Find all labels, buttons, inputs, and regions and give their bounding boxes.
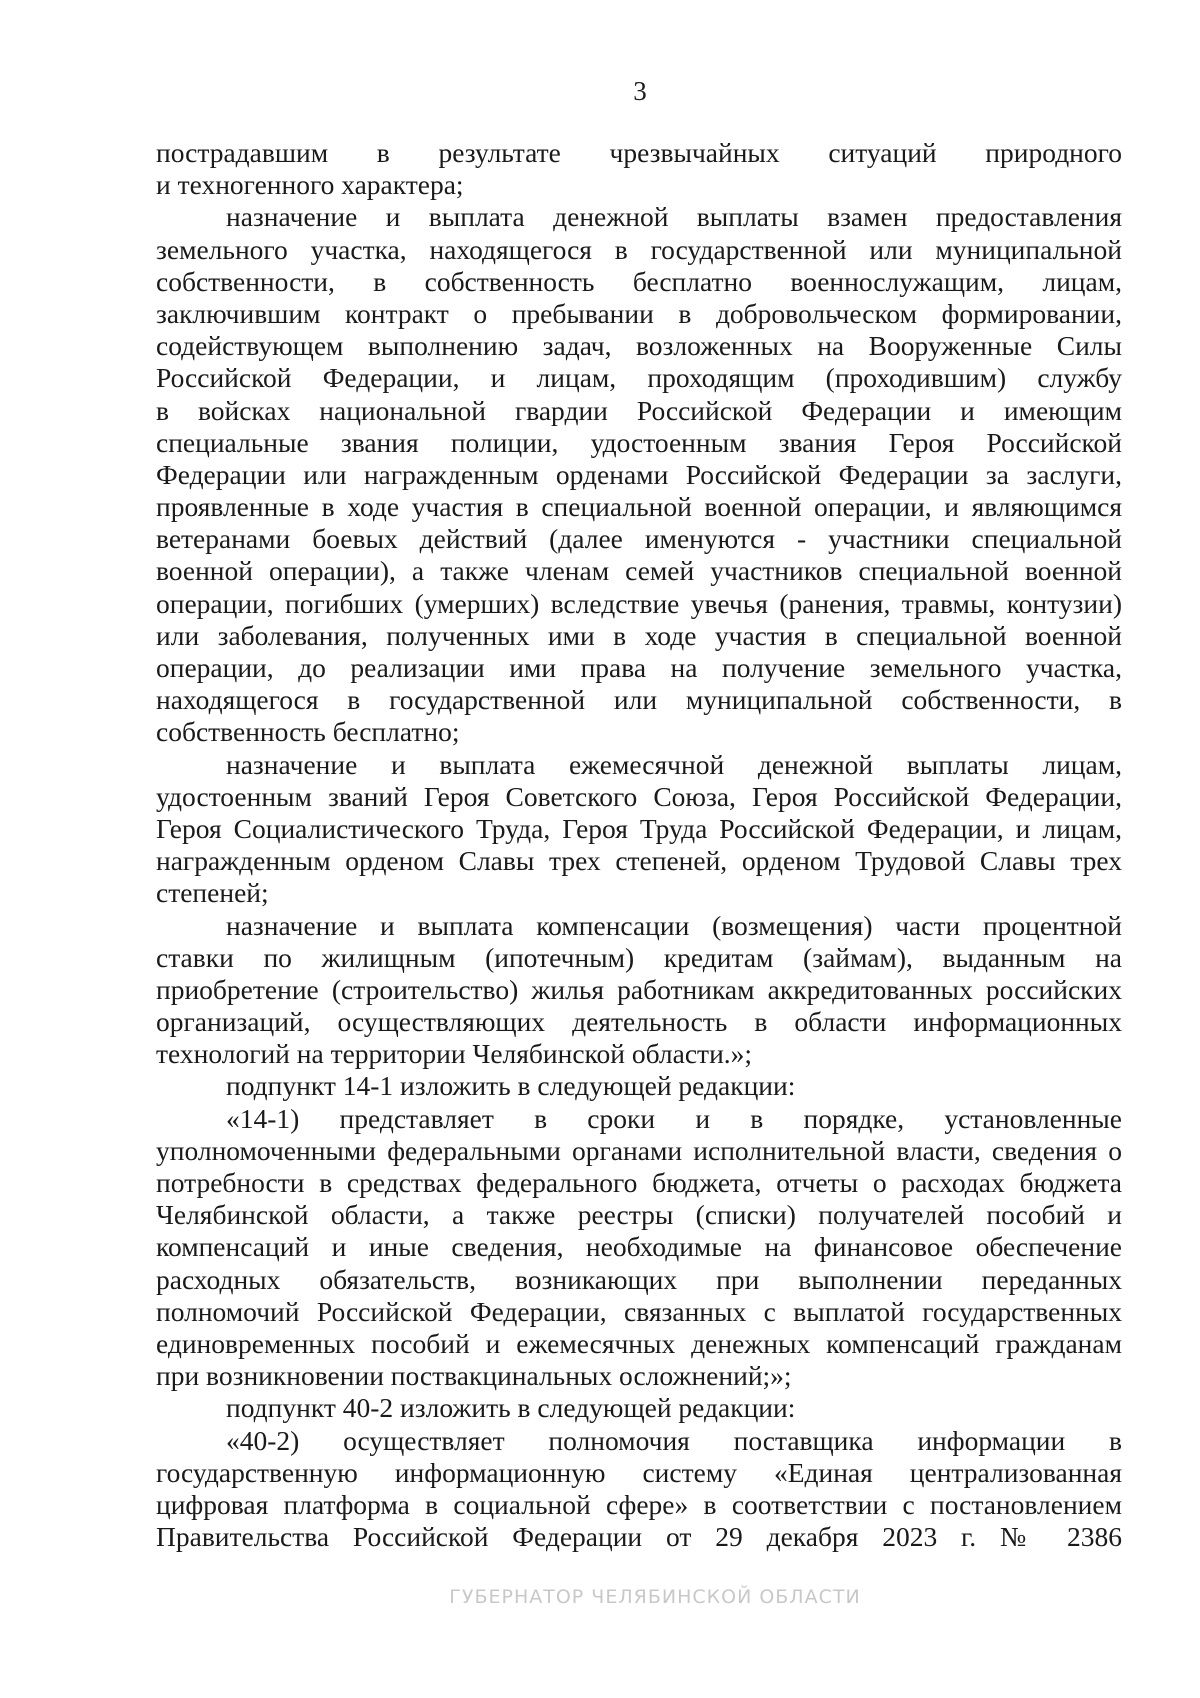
text-line: назначение и выплата денежной выплаты взамен предоставления bbox=[226, 201, 1122, 233]
text-line: в войсках национальной гвардии Российской Федерации и имеющим bbox=[156, 394, 1122, 426]
text-line: «14-1) представляет в сроки и в порядке, установленные bbox=[226, 1102, 1122, 1134]
text-line: проявленные в ходе участия в специальной военной операции, и являющимся bbox=[156, 491, 1122, 523]
text-line: удостоенным званий Героя Советского Союза, Героя Российской Федерации, bbox=[156, 780, 1122, 812]
text-line: собственность бесплатно; bbox=[156, 716, 460, 748]
text-line: потребности в средствах федерального бюджета, отчеты о расходах бюджета bbox=[156, 1167, 1122, 1198]
text-line: операции, до реализации ими права на получение земельного участка, bbox=[156, 652, 1122, 683]
text-line: земельного участка, находящегося в государственной или муниципальной bbox=[156, 233, 1122, 265]
text-line: Правительства Российской Федерации от 29 декабря 2023 г. № 2386 bbox=[156, 1521, 1122, 1553]
text-line: специальные звания полиции, удостоенным звания Героя Российской bbox=[156, 426, 1122, 458]
text-line: операции, погибших (умерших) вследствие увечья (ранения, травмы, контузии) bbox=[156, 587, 1122, 619]
text-line: ставки по жилищным (ипотечным) кредитам (займам), выданным на bbox=[156, 941, 1122, 973]
text-line: при возникновении поствакцинальных осложнений;»; bbox=[156, 1360, 792, 1392]
text-line: уполномоченными федеральными органами исполнительной власти, сведения о bbox=[156, 1134, 1122, 1166]
text-line: подпункт 40-2 изложить в следующей редакции: bbox=[226, 1392, 796, 1424]
text-line: пострадавшим в результате чрезвычайных ситуаций природного bbox=[156, 137, 1122, 168]
text-line: Героя Социалистического Труда, Героя Труда Российской Федерации, и лицам, bbox=[156, 812, 1122, 844]
footer-watermark: ГУБЕРНАТОР ЧЕЛЯБИНСКОЙ ОБЛАСТИ bbox=[449, 1586, 861, 1608]
text-line: государственную информационную систему «Единая централизованная bbox=[156, 1456, 1122, 1488]
document-body bbox=[156, 137, 1122, 1553]
text-line: компенсаций и иные сведения, необходимые на финансовое обеспечение bbox=[156, 1231, 1122, 1263]
text-line: единовременных пособий и ежемесячных денежных компенсаций гражданам bbox=[156, 1327, 1122, 1359]
text-line: назначение и выплата ежемесячной денежной выплаты лицам, bbox=[226, 748, 1122, 780]
text-line: полномочий Российской Федерации, связанных с выплатой государственных bbox=[156, 1295, 1122, 1327]
text-line: заключившим контракт о пребывании в добровольческом формировании, bbox=[156, 297, 1122, 329]
text-line: военной операции), а также членам семей участников специальной военной bbox=[156, 555, 1122, 587]
text-line: содействующем выполнению задач, возложенных на Вооруженные Силы bbox=[156, 330, 1122, 362]
text-line: находящегося в государственной или муниципальной собственности, в bbox=[156, 684, 1122, 716]
text-line: расходных обязательств, возникающих при выполнении переданных bbox=[156, 1263, 1122, 1295]
text-line: награжденным орденом Славы трех степеней, орденом Трудовой Славы трех bbox=[156, 845, 1122, 877]
text-line: собственности, в собственность бесплатно военнослужащим, лицам, bbox=[156, 265, 1122, 297]
text-line: приобретение (строительство) жилья работникам аккредитованных российских bbox=[156, 973, 1122, 1005]
page-number: 3 bbox=[633, 76, 647, 106]
text-line: организаций, осуществляющих деятельность в области информационных bbox=[156, 1006, 1122, 1038]
text-line: Челябинской области, а также реестры (списки) получателей пособий и bbox=[156, 1199, 1122, 1231]
text-line: технологий на территории Челябинской области.»; bbox=[156, 1038, 753, 1070]
text-line: или заболевания, полученных ими в ходе участия в специальной военной bbox=[156, 619, 1122, 651]
text-line: степеней; bbox=[156, 877, 269, 909]
text-line: и техногенного характера; bbox=[156, 169, 464, 201]
text-line: подпункт 14-1 изложить в следующей редакции: bbox=[226, 1070, 796, 1102]
text-line: «40-2) осуществляет полномочия поставщика информации в bbox=[226, 1424, 1122, 1456]
text-line: ветеранами боевых действий (далее именуются - участники специальной bbox=[156, 523, 1122, 555]
text-line: Федерации или награжденным орденами Российской Федерации за заслуги, bbox=[156, 458, 1122, 490]
text-line: назначение и выплата компенсации (возмещения) части процентной bbox=[226, 909, 1122, 941]
text-line: цифровая платформа в социальной сфере» в соответствии с постановлением bbox=[156, 1488, 1122, 1520]
text-line: Российской Федерации, и лицам, проходящим (проходившим) службу bbox=[156, 362, 1122, 394]
